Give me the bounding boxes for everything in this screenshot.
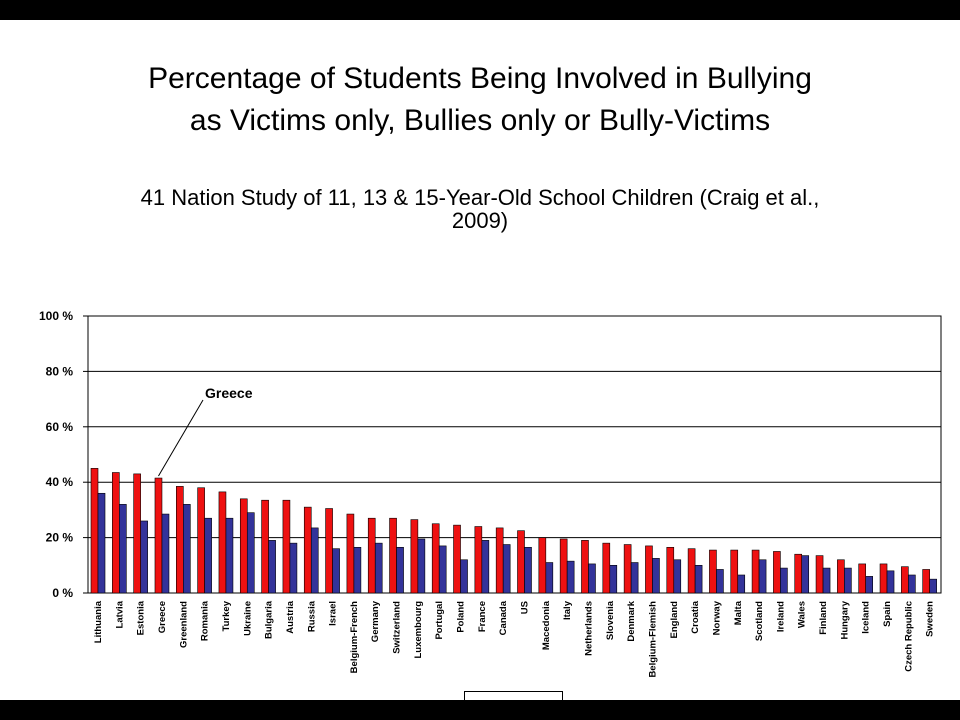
bar-red-italy <box>560 539 567 593</box>
bar-red-lithuania <box>91 468 98 593</box>
x-tick-label: Finland <box>818 601 830 635</box>
bar-red-israel <box>326 509 333 593</box>
x-tick-label: Switzerland <box>391 601 403 654</box>
bar-blue-sweden <box>930 579 937 593</box>
bar-red-luxembourg <box>411 520 418 593</box>
bar-blue-romania <box>205 518 212 593</box>
bar-red-england <box>667 547 674 593</box>
x-tick-label: Lithuania <box>93 601 104 644</box>
bar-red-macedonia <box>539 538 546 593</box>
annotation-label: Greece <box>205 385 253 401</box>
bar-blue-germany <box>375 543 382 593</box>
bar-blue-russia <box>311 528 318 593</box>
bar-blue-scotland <box>759 560 766 593</box>
x-tick-label: Norway <box>711 601 723 636</box>
bar-red-estonia <box>134 474 141 593</box>
x-tick-label: Belgium-French <box>348 601 360 674</box>
slide-title-line-2: as Victims only, Bullies only or Bully-Victims <box>189 104 771 137</box>
bar-blue-wales <box>802 556 809 593</box>
bar-blue-belgium-flemish <box>652 558 659 593</box>
bottom-black-band <box>0 700 960 720</box>
x-tick-label: Sweden <box>924 601 936 637</box>
bar-blue-us <box>525 547 532 593</box>
bar-red-austria <box>283 500 290 593</box>
bar-blue-norway <box>716 569 723 593</box>
bar-red-belgium-french <box>347 514 354 593</box>
bar-red-france <box>475 527 482 593</box>
bar-blue-italy <box>567 561 574 593</box>
x-tick-label: Macedonia <box>540 601 552 651</box>
x-tick-label: France <box>476 601 488 633</box>
bar-red-romania <box>198 488 205 593</box>
bar-blue-austria <box>290 543 297 593</box>
x-tick-label: Israel <box>327 601 339 626</box>
bar-red-iceland <box>859 564 866 593</box>
bar-blue-iceland <box>866 576 873 593</box>
bar-red-slovenia <box>603 543 610 593</box>
x-tick-label: Belgium-Flemish <box>647 601 659 678</box>
bar-red-wales <box>795 554 802 593</box>
bar-blue-malta <box>738 575 745 593</box>
bar-blue-netherlands <box>588 564 595 593</box>
bar-red-netherlands <box>581 540 588 593</box>
x-tick-label: Malta <box>732 601 744 626</box>
x-tick-label: Russia <box>306 601 318 633</box>
bar-red-croatia <box>688 549 695 593</box>
x-tick-label: Ukraine <box>242 601 254 636</box>
x-tick-label: Wales <box>796 601 808 629</box>
bar-blue-lithuania <box>98 493 105 593</box>
x-tick-label: Croatia <box>690 601 702 634</box>
x-tick-label: Slovenia <box>604 601 616 641</box>
bar-blue-greece <box>162 514 169 593</box>
bar-red-denmark <box>624 545 631 593</box>
bar-red-ukraine <box>240 499 247 593</box>
bar-red-russia <box>304 507 311 593</box>
x-tick-label: Scotland <box>754 601 766 642</box>
bar-blue-turkey <box>226 518 233 593</box>
x-tick-label: Italy <box>562 601 574 621</box>
annotation-leader-line <box>158 400 203 476</box>
bar-blue-israel <box>333 549 340 593</box>
x-tick-label: England <box>668 601 680 639</box>
bar-blue-hungary <box>844 568 851 593</box>
x-tick-label: Portugal <box>434 601 446 640</box>
y-tick-label: 60 % <box>45 419 73 434</box>
x-tick-label: Germany <box>370 601 382 643</box>
slide-title-line-1: Percentage of Students Being Involved in Bullying <box>148 62 812 95</box>
bar-red-germany <box>368 518 375 593</box>
bar-red-sweden <box>923 569 930 593</box>
plot-frame <box>88 316 941 593</box>
bar-blue-bulgaria <box>269 540 276 593</box>
bar-blue-belgium-french <box>354 547 361 593</box>
x-tick-label: Turkey <box>220 601 232 632</box>
bar-blue-greenland <box>183 504 190 593</box>
bar-red-hungary <box>837 560 844 593</box>
x-tick-label: Bulgaria <box>263 601 275 640</box>
bar-blue-luxembourg <box>418 539 425 593</box>
x-tick-label: Ireland <box>775 601 787 633</box>
y-tick-label: 80 % <box>45 364 73 379</box>
bar-red-switzerland <box>390 518 397 593</box>
bar-blue-slovenia <box>610 565 617 593</box>
x-tick-label: Latvia <box>114 601 126 629</box>
x-tick-label: Hungary <box>839 601 851 640</box>
bar-blue-ireland <box>780 568 787 593</box>
bar-red-us <box>518 531 525 593</box>
bar-blue-croatia <box>695 565 702 593</box>
x-tick-label: Poland <box>455 601 467 633</box>
x-tick-label: Canada <box>498 601 510 636</box>
bar-red-poland <box>454 525 461 593</box>
x-tick-label: Estonia <box>135 601 147 636</box>
y-tick-label: 20 % <box>45 530 73 545</box>
x-tick-label: Romania <box>199 601 211 642</box>
x-tick-label: Luxembourg <box>412 601 424 659</box>
bar-blue-finland <box>823 568 830 593</box>
x-tick-label: Czech Republic <box>903 601 915 672</box>
bar-red-canada <box>496 528 503 593</box>
bar-blue-portugal <box>439 546 446 593</box>
bar-blue-poland <box>461 560 468 593</box>
bar-red-portugal <box>432 524 439 593</box>
bar-blue-canada <box>503 545 510 593</box>
y-tick-label: 0 % <box>52 586 73 600</box>
bar-red-spain <box>880 564 887 593</box>
bar-blue-czech-republic <box>908 575 915 593</box>
bar-red-czech-republic <box>901 567 908 593</box>
y-tick-label: 100 % <box>38 309 73 323</box>
bar-blue-france <box>482 540 489 593</box>
x-tick-label: Austria <box>284 601 296 634</box>
bar-blue-spain <box>887 571 894 593</box>
slide-subtitle-line-2: 2009) <box>451 208 509 233</box>
y-tick-label: 40 % <box>45 475 73 490</box>
bar-blue-switzerland <box>397 547 404 593</box>
x-tick-label: Spain <box>882 601 894 627</box>
bar-red-finland <box>816 556 823 593</box>
bar-red-norway <box>709 550 716 593</box>
x-tick-label: US <box>519 601 531 615</box>
x-tick-label: Greenland <box>178 601 190 648</box>
bar-red-malta <box>731 550 738 593</box>
x-tick-label: Netherlands <box>583 601 595 656</box>
bar-blue-england <box>674 560 681 593</box>
bar-blue-ukraine <box>247 513 254 593</box>
bar-red-bulgaria <box>262 500 269 593</box>
bar-blue-macedonia <box>546 563 553 593</box>
x-tick-label: Iceland <box>860 601 872 634</box>
bar-red-turkey <box>219 492 226 593</box>
x-tick-label: Denmark <box>626 601 638 642</box>
bar-red-greece <box>155 478 162 593</box>
bar-blue-denmark <box>631 563 638 593</box>
bar-red-ireland <box>773 551 780 593</box>
bar-red-scotland <box>752 550 759 593</box>
bar-blue-estonia <box>141 521 148 593</box>
slide-subtitle-line-1: 41 Nation Study of 11, 13 & 15-Year-Old School Children (Craig et al., <box>140 185 820 210</box>
bar-red-belgium-flemish <box>645 546 652 593</box>
bar-blue-latvia <box>119 504 126 593</box>
x-tick-label: Greece <box>156 601 168 634</box>
bar-red-latvia <box>112 473 119 593</box>
bar-red-greenland <box>176 486 183 593</box>
